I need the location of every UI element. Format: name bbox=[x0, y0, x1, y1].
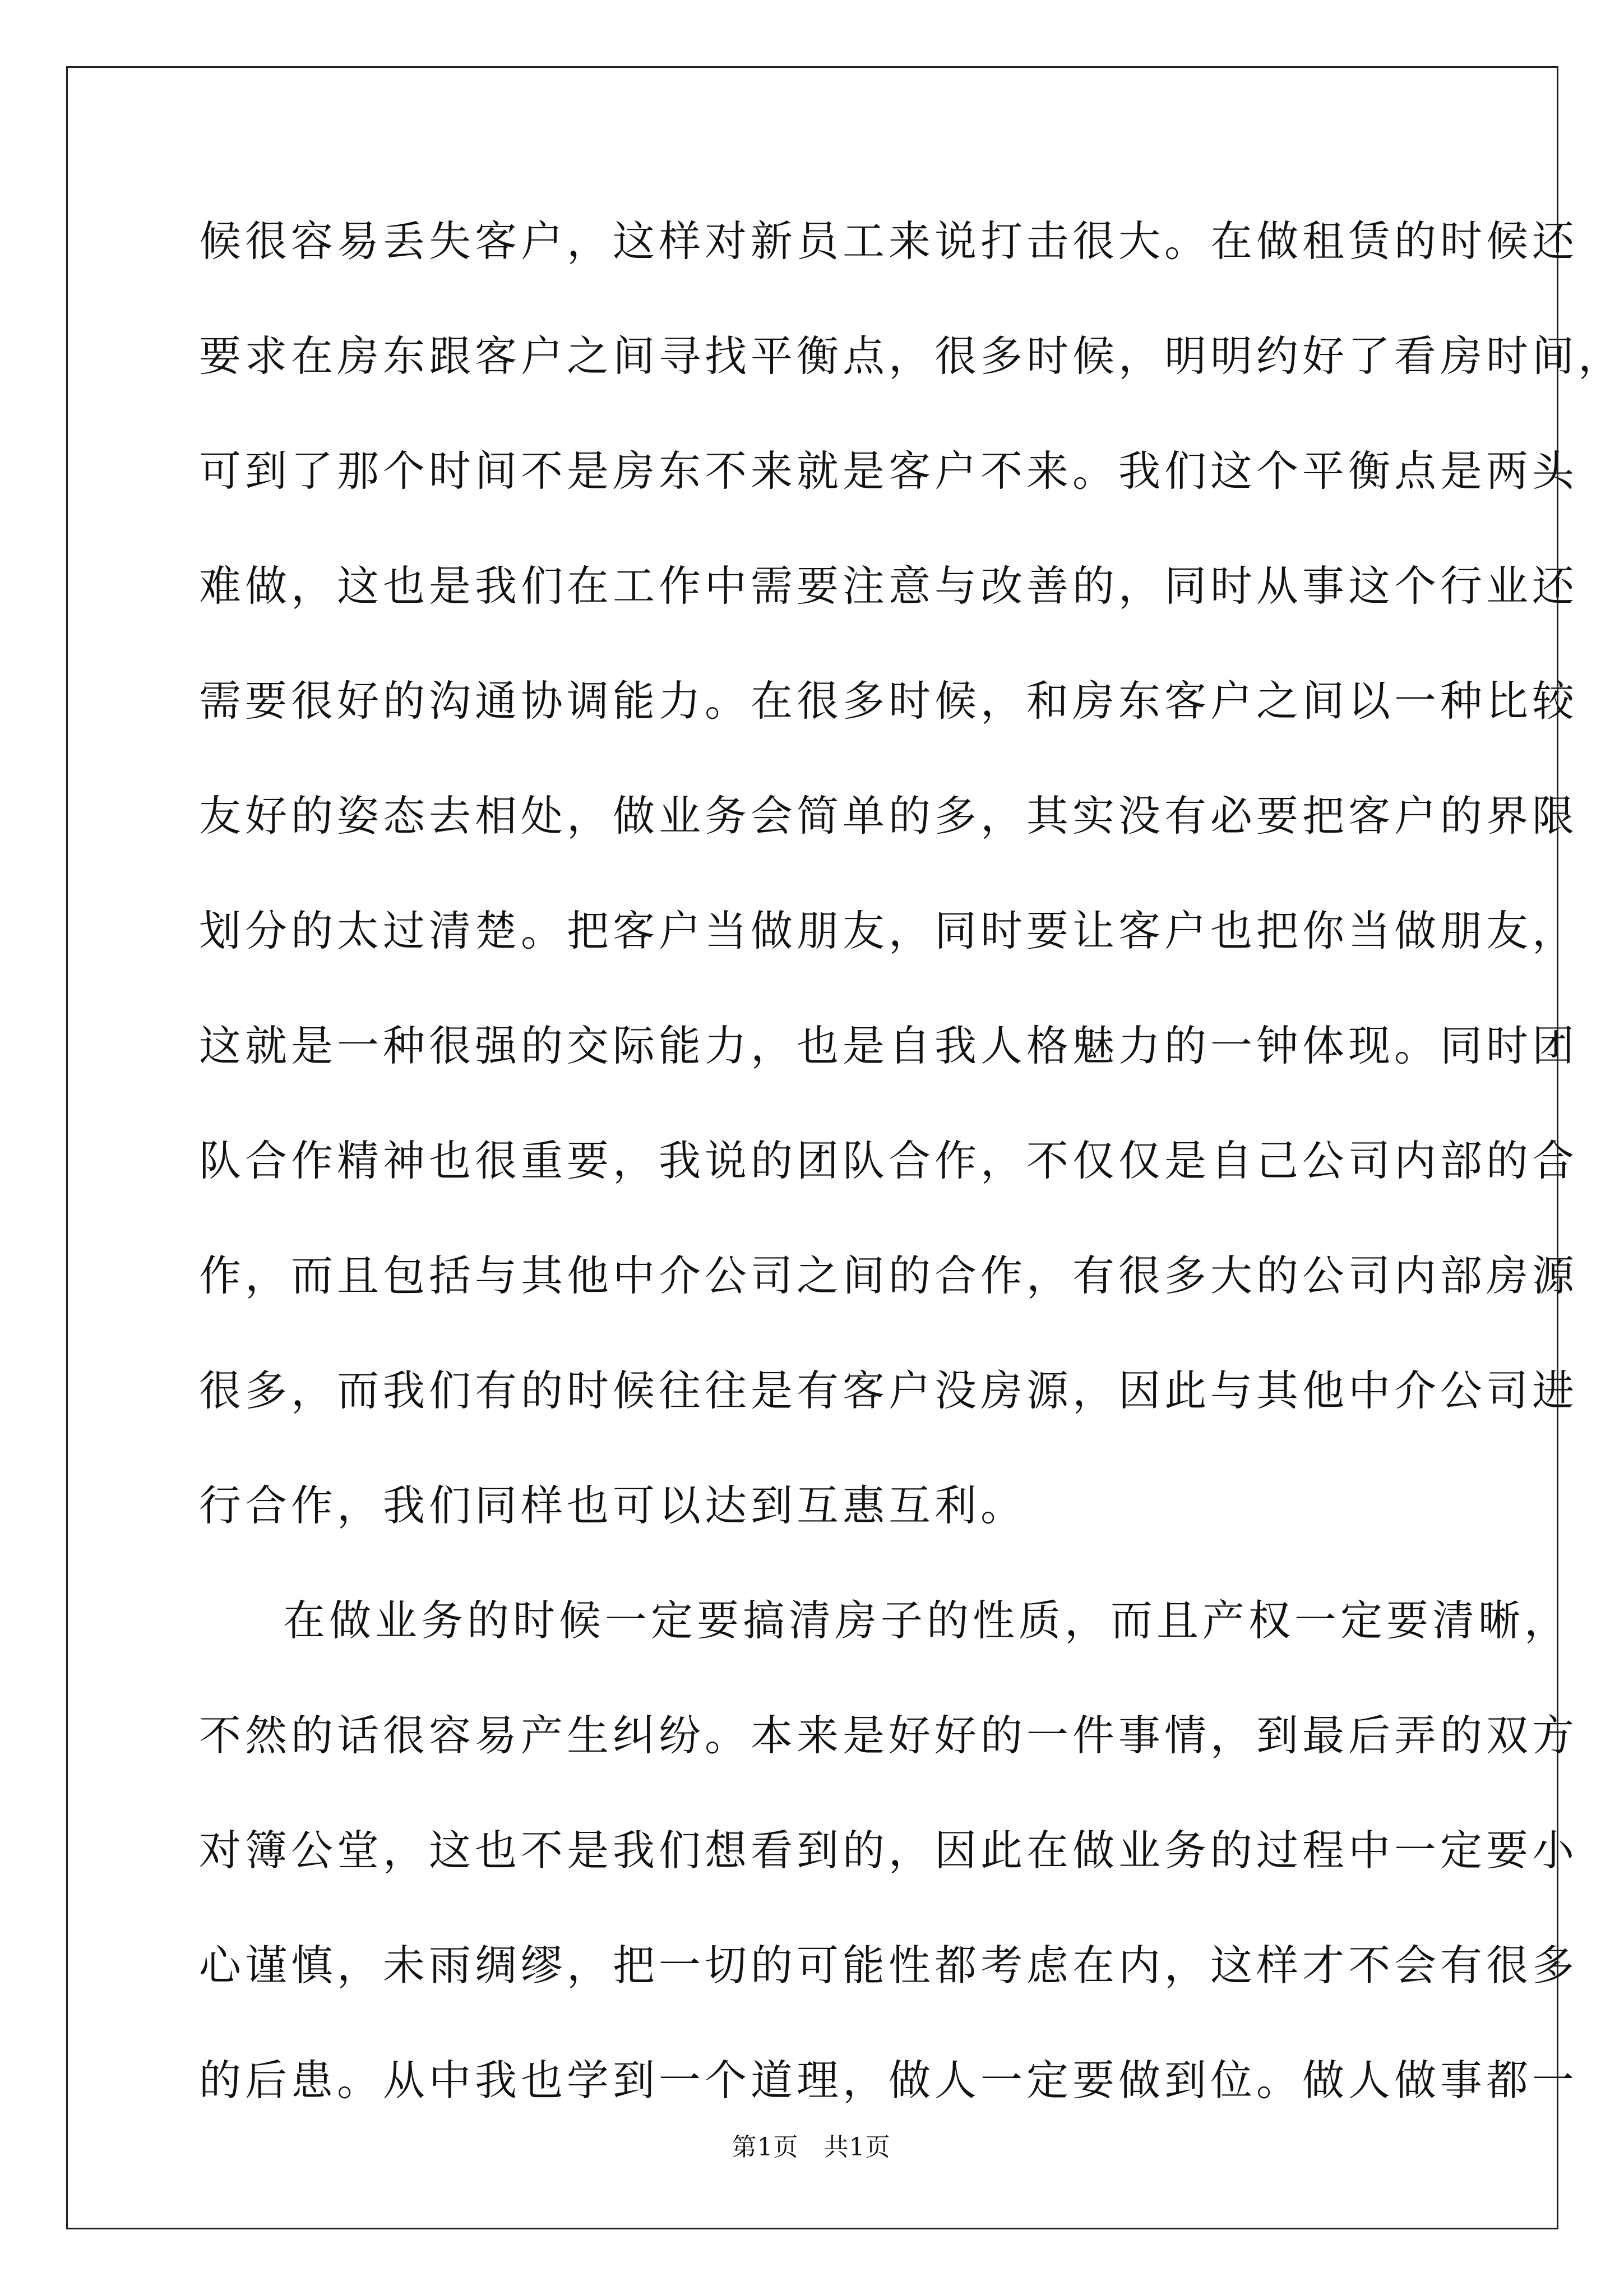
text-line: 不然的话很容易产生纠纷。本来是好好的一件事情，到最后弄的双方 bbox=[199, 1711, 1579, 1760]
text-line: 队合作精神也很重要，我说的团队合作，不仅仅是自己公司内部的合 bbox=[199, 1136, 1579, 1185]
text-line: 可到了那个时间不是房东不来就是客户不来。我们这个平衡点是两头 bbox=[199, 446, 1579, 496]
text-line: 作，而且包括与其他中介公司之间的合作，有很多大的公司内部房源 bbox=[199, 1251, 1579, 1300]
paragraph-first-line: 在做业务的时候一定要搞清房子的性质，而且产权一定要清晰， bbox=[283, 1596, 1571, 1645]
text-line: 心谨慎，未雨绸缪，把一切的可能性都考虑在内，这样才不会有很多 bbox=[199, 1941, 1579, 1990]
text-line: 行合作，我们同样也可以达到互惠互利。 bbox=[199, 1481, 1027, 1530]
text-line: 要求在房东跟客户之间寻找平衡点，很多时候，明明约好了看房时间， bbox=[199, 331, 1624, 381]
text-line: 需要很好的沟通协调能力。在很多时候，和房东客户之间以一种比较 bbox=[199, 676, 1579, 726]
page-number-footer: 第1页 共1页 bbox=[732, 2133, 891, 2162]
text-line: 对簿公堂，这也不是我们想看到的，因此在做业务的过程中一定要小 bbox=[199, 1826, 1579, 1875]
text-line: 划分的太过清楚。把客户当做朋友，同时要让客户也把你当做朋友， bbox=[199, 906, 1579, 955]
text-line: 友好的姿态去相处，做业务会简单的多，其实没有必要把客户的界限 bbox=[199, 791, 1579, 841]
text-line: 这就是一种很强的交际能力，也是自我人格魅力的一钟体现。同时团 bbox=[199, 1021, 1579, 1070]
text-line: 的后患。从中我也学到一个道理，做人一定要做到位。做人做事都一 bbox=[199, 2056, 1579, 2105]
text-line: 难做，这也是我们在工作中需要注意与改善的，同时从事这个行业还 bbox=[199, 561, 1579, 611]
text-line: 候很容易丢失客户，这样对新员工来说打击很大。在做租赁的时候还 bbox=[199, 216, 1579, 266]
text-line: 很多，而我们有的时候往往是有客户没房源，因此与其他中介公司进 bbox=[199, 1366, 1579, 1415]
document-body bbox=[199, 207, 1624, 2162]
